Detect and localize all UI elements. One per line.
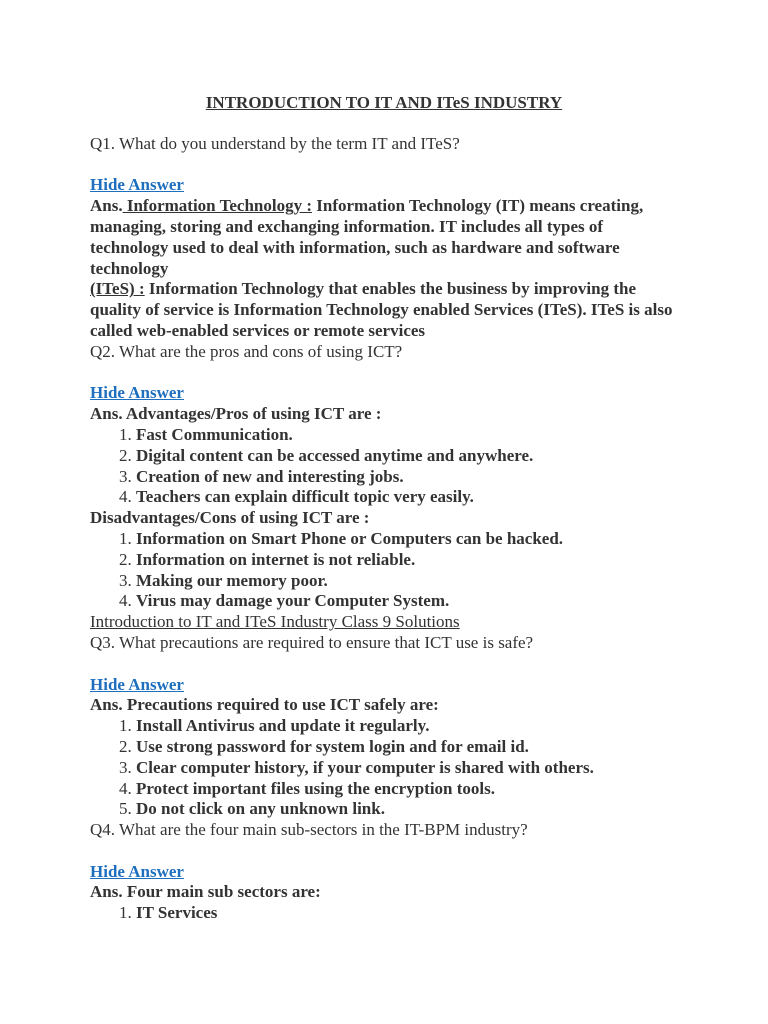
list-item: 1. IT Services <box>136 903 678 924</box>
page-title: INTRODUCTION TO IT AND ITeS INDUSTRY <box>205 93 563 112</box>
list-item: 5. Do not click on any unknown link. <box>136 799 678 820</box>
question-1: Q1. What do you understand by the term IT and ITeS? <box>90 133 460 153</box>
spacer <box>90 363 678 384</box>
solutions-link[interactable]: Introduction to IT and ITeS Industry Class 9 Solutions <box>90 612 460 632</box>
list-item: 3. Making our memory poor. <box>136 571 678 592</box>
precautions-list <box>90 716 678 820</box>
hide-answer-link-q4[interactable]: Hide Answer <box>90 861 184 881</box>
list-item: 3. Creation of new and interesting jobs. <box>136 467 678 488</box>
question-3: Q3. What precautions are required to ensure that ICT use is safe? <box>90 632 534 652</box>
answer-1-ites <box>90 279 678 341</box>
spacer <box>90 654 678 675</box>
answer-prefix: Ans. <box>90 196 123 216</box>
cons-list <box>90 529 678 612</box>
it-definition: Information Technology (IT) means creating, managing, storing and exchanging information. IT includes all types of technology used to deal with information, such as hardware and software technology <box>90 196 644 278</box>
precautions-heading: Ans. Precautions required to use ICT safely are: <box>90 695 439 715</box>
answer-1 <box>90 196 678 279</box>
question-2: Q2. What are the pros and cons of using ICT? <box>90 341 403 361</box>
list-item: 1. Fast Communication. <box>136 425 678 446</box>
pros-heading: Ans. Advantages/Pros of using ICT are : <box>90 404 382 424</box>
pros-list <box>90 425 678 508</box>
ites-definition: Information Technology that enables the business by improving the quality of service is Information Technology enabled Services (ITeS). ITeS is also called web-enabled services or remote services <box>90 279 673 340</box>
list-item: 2. Use strong password for system login and for email id. <box>136 737 678 758</box>
it-term: Information Technology : <box>122 196 312 216</box>
spacer <box>90 841 678 862</box>
list-item: 1. Install Antivirus and update it regularly. <box>136 716 678 737</box>
ites-term: (ITeS) : <box>90 279 145 299</box>
list-item: 2. Information on internet is not reliable. <box>136 550 678 571</box>
cons-heading: Disadvantages/Cons of using ICT are : <box>90 508 370 528</box>
subsectors-heading: Ans. Four main sub sectors are: <box>90 882 321 902</box>
question-4: Q4. What are the four main sub-sectors in the IT-BPM industry? <box>90 820 528 840</box>
list-item: 4. Protect important files using the encryption tools. <box>136 779 678 800</box>
spacer <box>90 155 678 176</box>
list-item: 1. Information on Smart Phone or Computers can be hacked. <box>136 529 678 550</box>
list-item: 4. Virus may damage your Computer System. <box>136 591 678 612</box>
subsectors-list <box>90 903 678 924</box>
list-item: 2. Digital content can be accessed anytime and anywhere. <box>136 446 678 467</box>
list-item: 4. Teachers can explain difficult topic very easily. <box>136 487 678 508</box>
hide-answer-link-q3[interactable]: Hide Answer <box>90 674 184 694</box>
list-item: 3. Clear computer history, if your computer is shared with others. <box>136 758 678 779</box>
hide-answer-link-q1[interactable]: Hide Answer <box>90 175 184 195</box>
hide-answer-link-q2[interactable]: Hide Answer <box>90 383 184 403</box>
